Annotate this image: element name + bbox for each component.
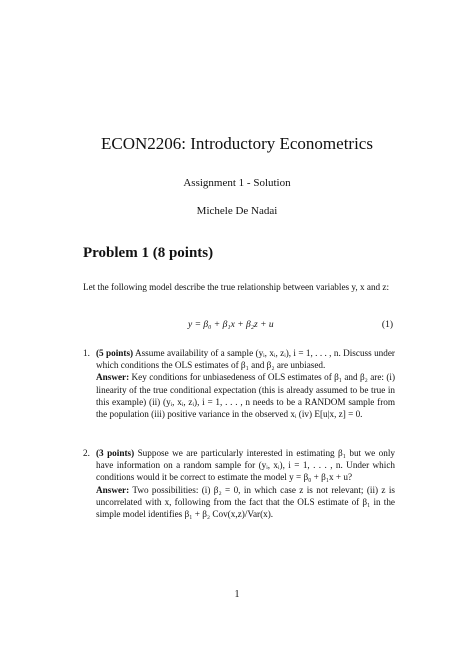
- item-answer: Two possibilities: (i) β₂ = 0, in which case z is not relevant; (ii) z is uncorrelated with x, following from the fact that the OLS estimate of β₁ in the simple model identifies β₁ + β₂ Cov(x,z)/Var(x).: [96, 484, 395, 520]
- page-number: 1: [234, 589, 240, 600]
- document-subtitle: Assignment 1 - Solution: [183, 177, 291, 189]
- answer-label: Answer:: [96, 484, 130, 495]
- document-title: ECON2206: Introductory Econometrics: [101, 134, 373, 153]
- answer-label: Answer:: [96, 372, 130, 383]
- question-item-2: [83, 447, 395, 520]
- document-author: Michele De Nadai: [196, 205, 278, 217]
- item-answer: Key conditions for unbiasedeness of OLS estimates of β₁ and β₂ are: (i) linearity of the true conditional expectation (this is already assumed to be true in this example) (ii) (yᵢ, xᵢ, zᵢ), i = 1, . . . , n needs to be a RANDOM sample from the population (iii) positive variance in the observed xᵢ (iv) E[u|x, z] = 0.: [96, 372, 395, 420]
- item-question: Assume availability of a sample (yᵢ, xᵢ, zᵢ), i = 1, . . . , n. Discuss under which conditions the OLS estimates of β₁ and β₂ are unbiased.: [96, 348, 395, 371]
- equation-body: y = β₀ + β₁x + β₂z + u: [188, 320, 274, 330]
- problem-heading: Problem 1 (8 points): [83, 245, 214, 261]
- item-number: 1.: [83, 348, 90, 358]
- item-points: (5 points): [96, 348, 134, 358]
- problem-intro: Let the following model describe the true relationship between variables y, x and z:: [83, 282, 390, 292]
- item-question: Suppose we are particularly interested in estimating β₁ but we only have information on a random sample for (yᵢ, xᵢ), i = 1, . . . , n. Under which conditions would it be correct to estimate the model y = β₀ + β₁x + u?: [96, 448, 395, 483]
- item-points: (3 points): [96, 448, 135, 458]
- question-item-1: [83, 347, 395, 420]
- equation-number: (1): [381, 320, 393, 330]
- item-number: 2.: [83, 448, 90, 458]
